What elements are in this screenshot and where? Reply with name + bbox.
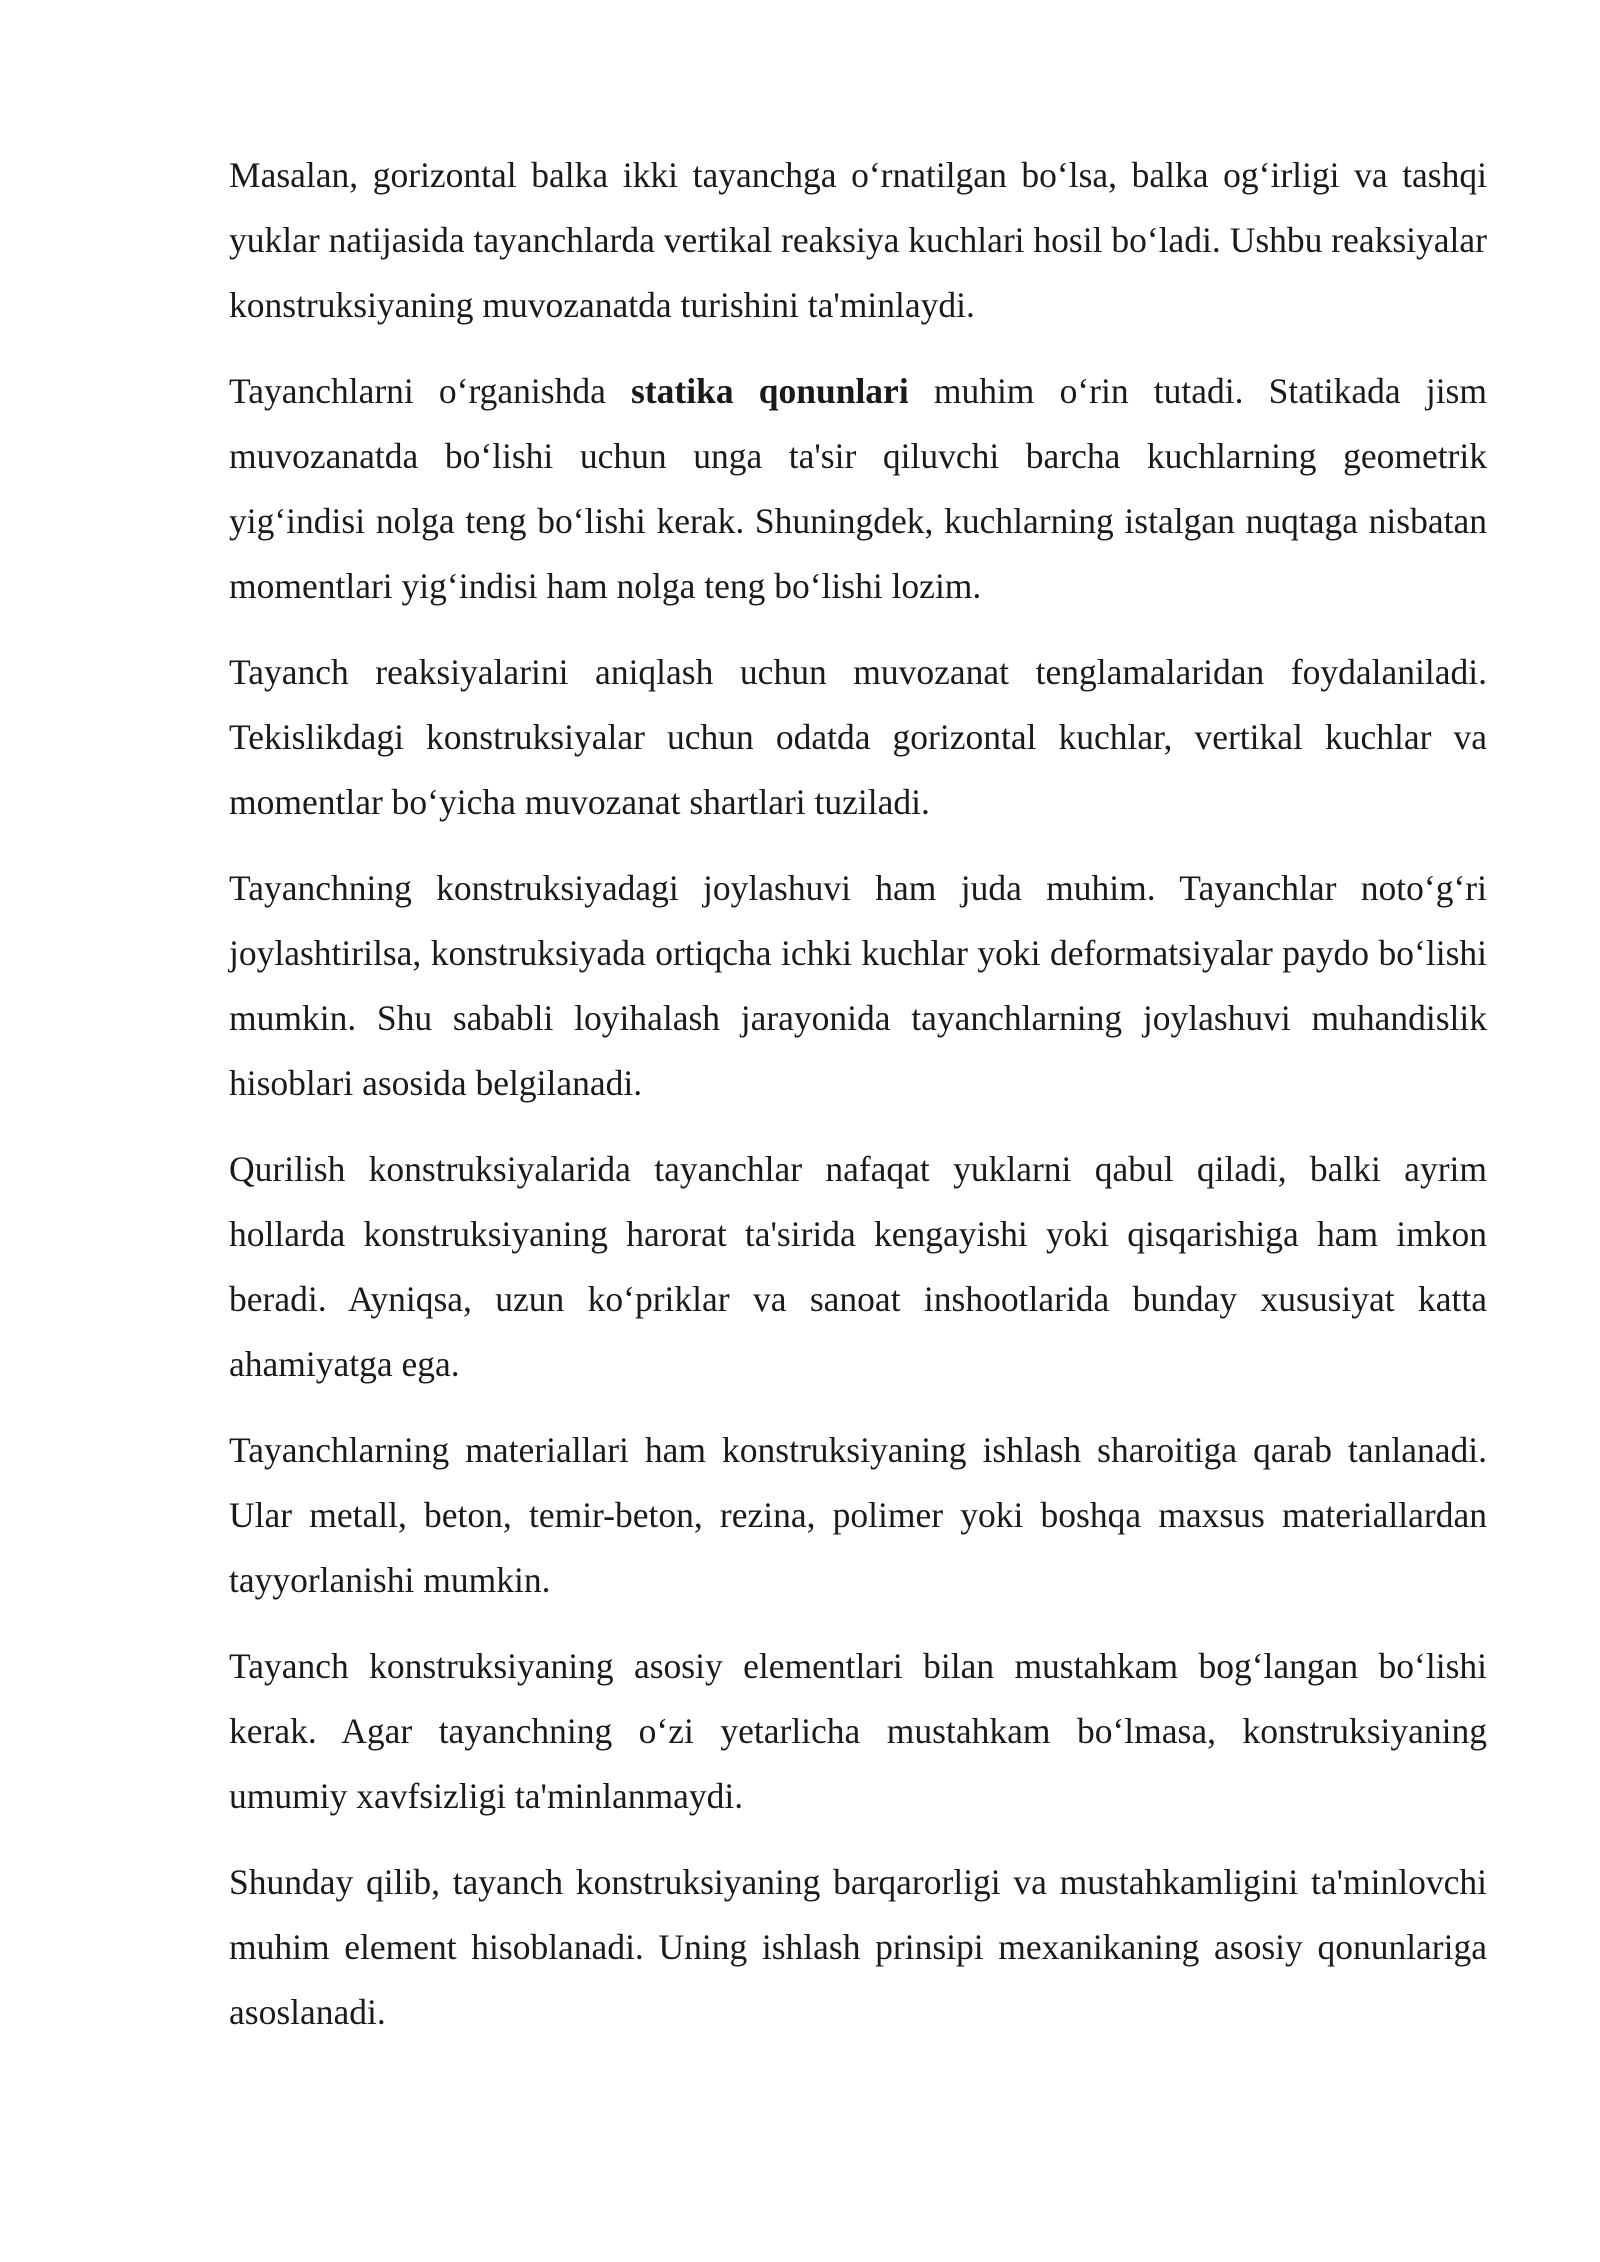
paragraph-6: Tayanchlarning materiallari ham konstruksiyaning ishlash sharoitiga qarab tanlanadi. Ular metall, beton, temir-beton, rezina, polimer yoki boshqa maxsus materiallardan tayyorlanishi mumkin. [229, 1430, 1487, 1600]
paragraph-2 [229, 359, 1487, 619]
paragraph-8: Shunday qilib, tayanch konstruksiyaning barqarorligi va mustahkamligini ta'minlovchi muhim element hisoblanadi. Uning ishlash prinsipi mexanikaning asosiy qonunlariga asoslanadi. [229, 1862, 1487, 2032]
paragraph-5: Qurilish konstruksiyalarida tayanchlar nafaqat yuklarni qabul qiladi, balki ayrim hollarda konstruksiyaning harorat ta'sirida kengayishi yoki qisqarishiga ham imkon beradi. Ayniqsa, uzun ko‘priklar va sanoat inshootlarida bunday xususiyat katta ahamiyatga ega. [229, 1149, 1487, 1384]
document-body [229, 143, 1487, 2066]
paragraph-7: Tayanch konstruksiyaning asosiy elementlari bilan mustahkam bog‘langan bo‘lishi kerak. Agar tayanchning o‘zi yetarlicha mustahkam bo‘lmasa, konstruksiyaning umumiy xavfsizligi ta'minlanmaydi. [229, 1646, 1487, 1816]
bold-term-statika-qonunlari: statika qonunlari [631, 371, 909, 411]
paragraph-4: Tayanchning konstruksiyadagi joylashuvi ham juda muhim. Tayanchlar noto‘g‘ri joylashtirilsa, konstruksiyada ortiqcha ichki kuchlar yoki deformatsiyalar paydo bo‘lishi mumkin. Shu sababli loyihalash jarayonida tayanchlarning joylashuvi muhandislik hisoblari asosida belgilanadi. [229, 868, 1487, 1103]
paragraph-3: Tayanch reaksiyalarini aniqlash uchun muvozanat tenglamalaridan foydalaniladi. Tekislikdagi konstruksiyalar uchun odatda gorizontal kuchlar, vertikal kuchlar va momentlar bo‘yicha muvozanat shartlari tuziladi. [229, 652, 1487, 822]
paragraph-2-rest: muhim o‘rin tutadi. Statikada jism muvozanatda bo‘lishi uchun unga ta'sir qiluvchi barcha kuchlarning geometrik yig‘indisi nolga teng bo‘lishi kerak. Shuningdek, kuchlarning istalgan nuqtaga nisbatan momentlari yig‘indisi ham nolga teng bo‘lishi lozim. [229, 371, 1487, 606]
paragraph-2-lead: Tayanchlarni o‘rganishda [229, 371, 632, 411]
paragraph-1: Masalan, gorizontal balka ikki tayanchga o‘rnatilgan bo‘lsa, balka og‘irligi va tashqi yuklar natijasida tayanchlarda vertikal reaksiya kuchlari hosil bo‘ladi. Ushbu reaksiyalar konstruksiyaning muvozanatda turishini ta'minlaydi. [229, 155, 1487, 325]
